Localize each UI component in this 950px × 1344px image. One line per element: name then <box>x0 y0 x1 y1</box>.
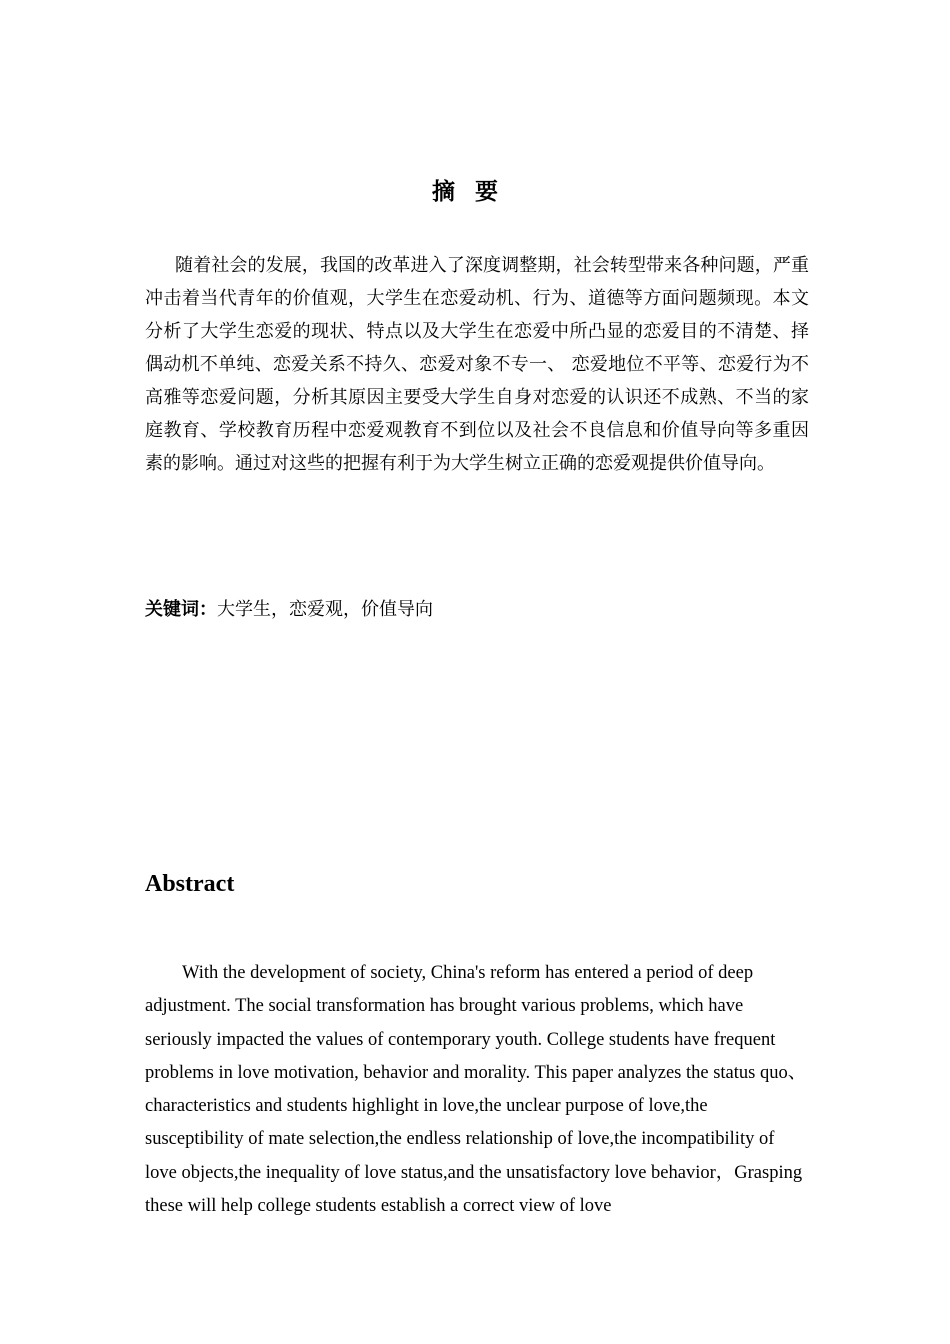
keywords-line <box>145 593 809 626</box>
chinese-abstract-body: 随着社会的发展，我国的改革进入了深度调整期，社会转型带来各种问题，严重冲击着当代青年的价值观，大学生在恋爱动机、行为、道德等方面问题频现。本文分析了大学生恋爱的现状、特点以及大学生在恋爱中所凸显的恋爱目的不清楚、择偶动机不单纯、恋爱关系不持久、恋爱对象不专一、 恋爱地位不平等、恋爱行为不高雅等恋爱问题，分析其原因主要受大学生自身对恋爱的认识还不成熟、不当的家庭教育、学校教育历程中恋爱观教育不到位以及社会不良信息和价值导向等多重因素的影响。通过对这些的把握有利于为大学生树立正确的恋爱观提供价值导向。 <box>145 255 809 474</box>
english-abstract-body: With the development of society, China's reform has entered a period of deep adjustment. The social transformation has brought various problems, which have seriously impacted the values of contemporary youth. College students have frequent problems in love motivation, behavior and morality. This paper analyzes the status quo、characteristics and students highlight in love,the unclear purpose of love,the susceptibility of mate selection,the endless relationship of love,the incompatibility of love objects,the inequality of love status,and the unsatisfactory love behavior，Grasping these will help college students establish a correct view of love <box>145 963 807 1217</box>
keywords-label: 关键词： <box>145 599 217 620</box>
english-abstract-title: Abstract <box>145 871 235 897</box>
keywords-value: 大学生，恋爱观，价值导向 <box>217 599 433 620</box>
chinese-abstract-title: 摘要 <box>432 179 518 205</box>
